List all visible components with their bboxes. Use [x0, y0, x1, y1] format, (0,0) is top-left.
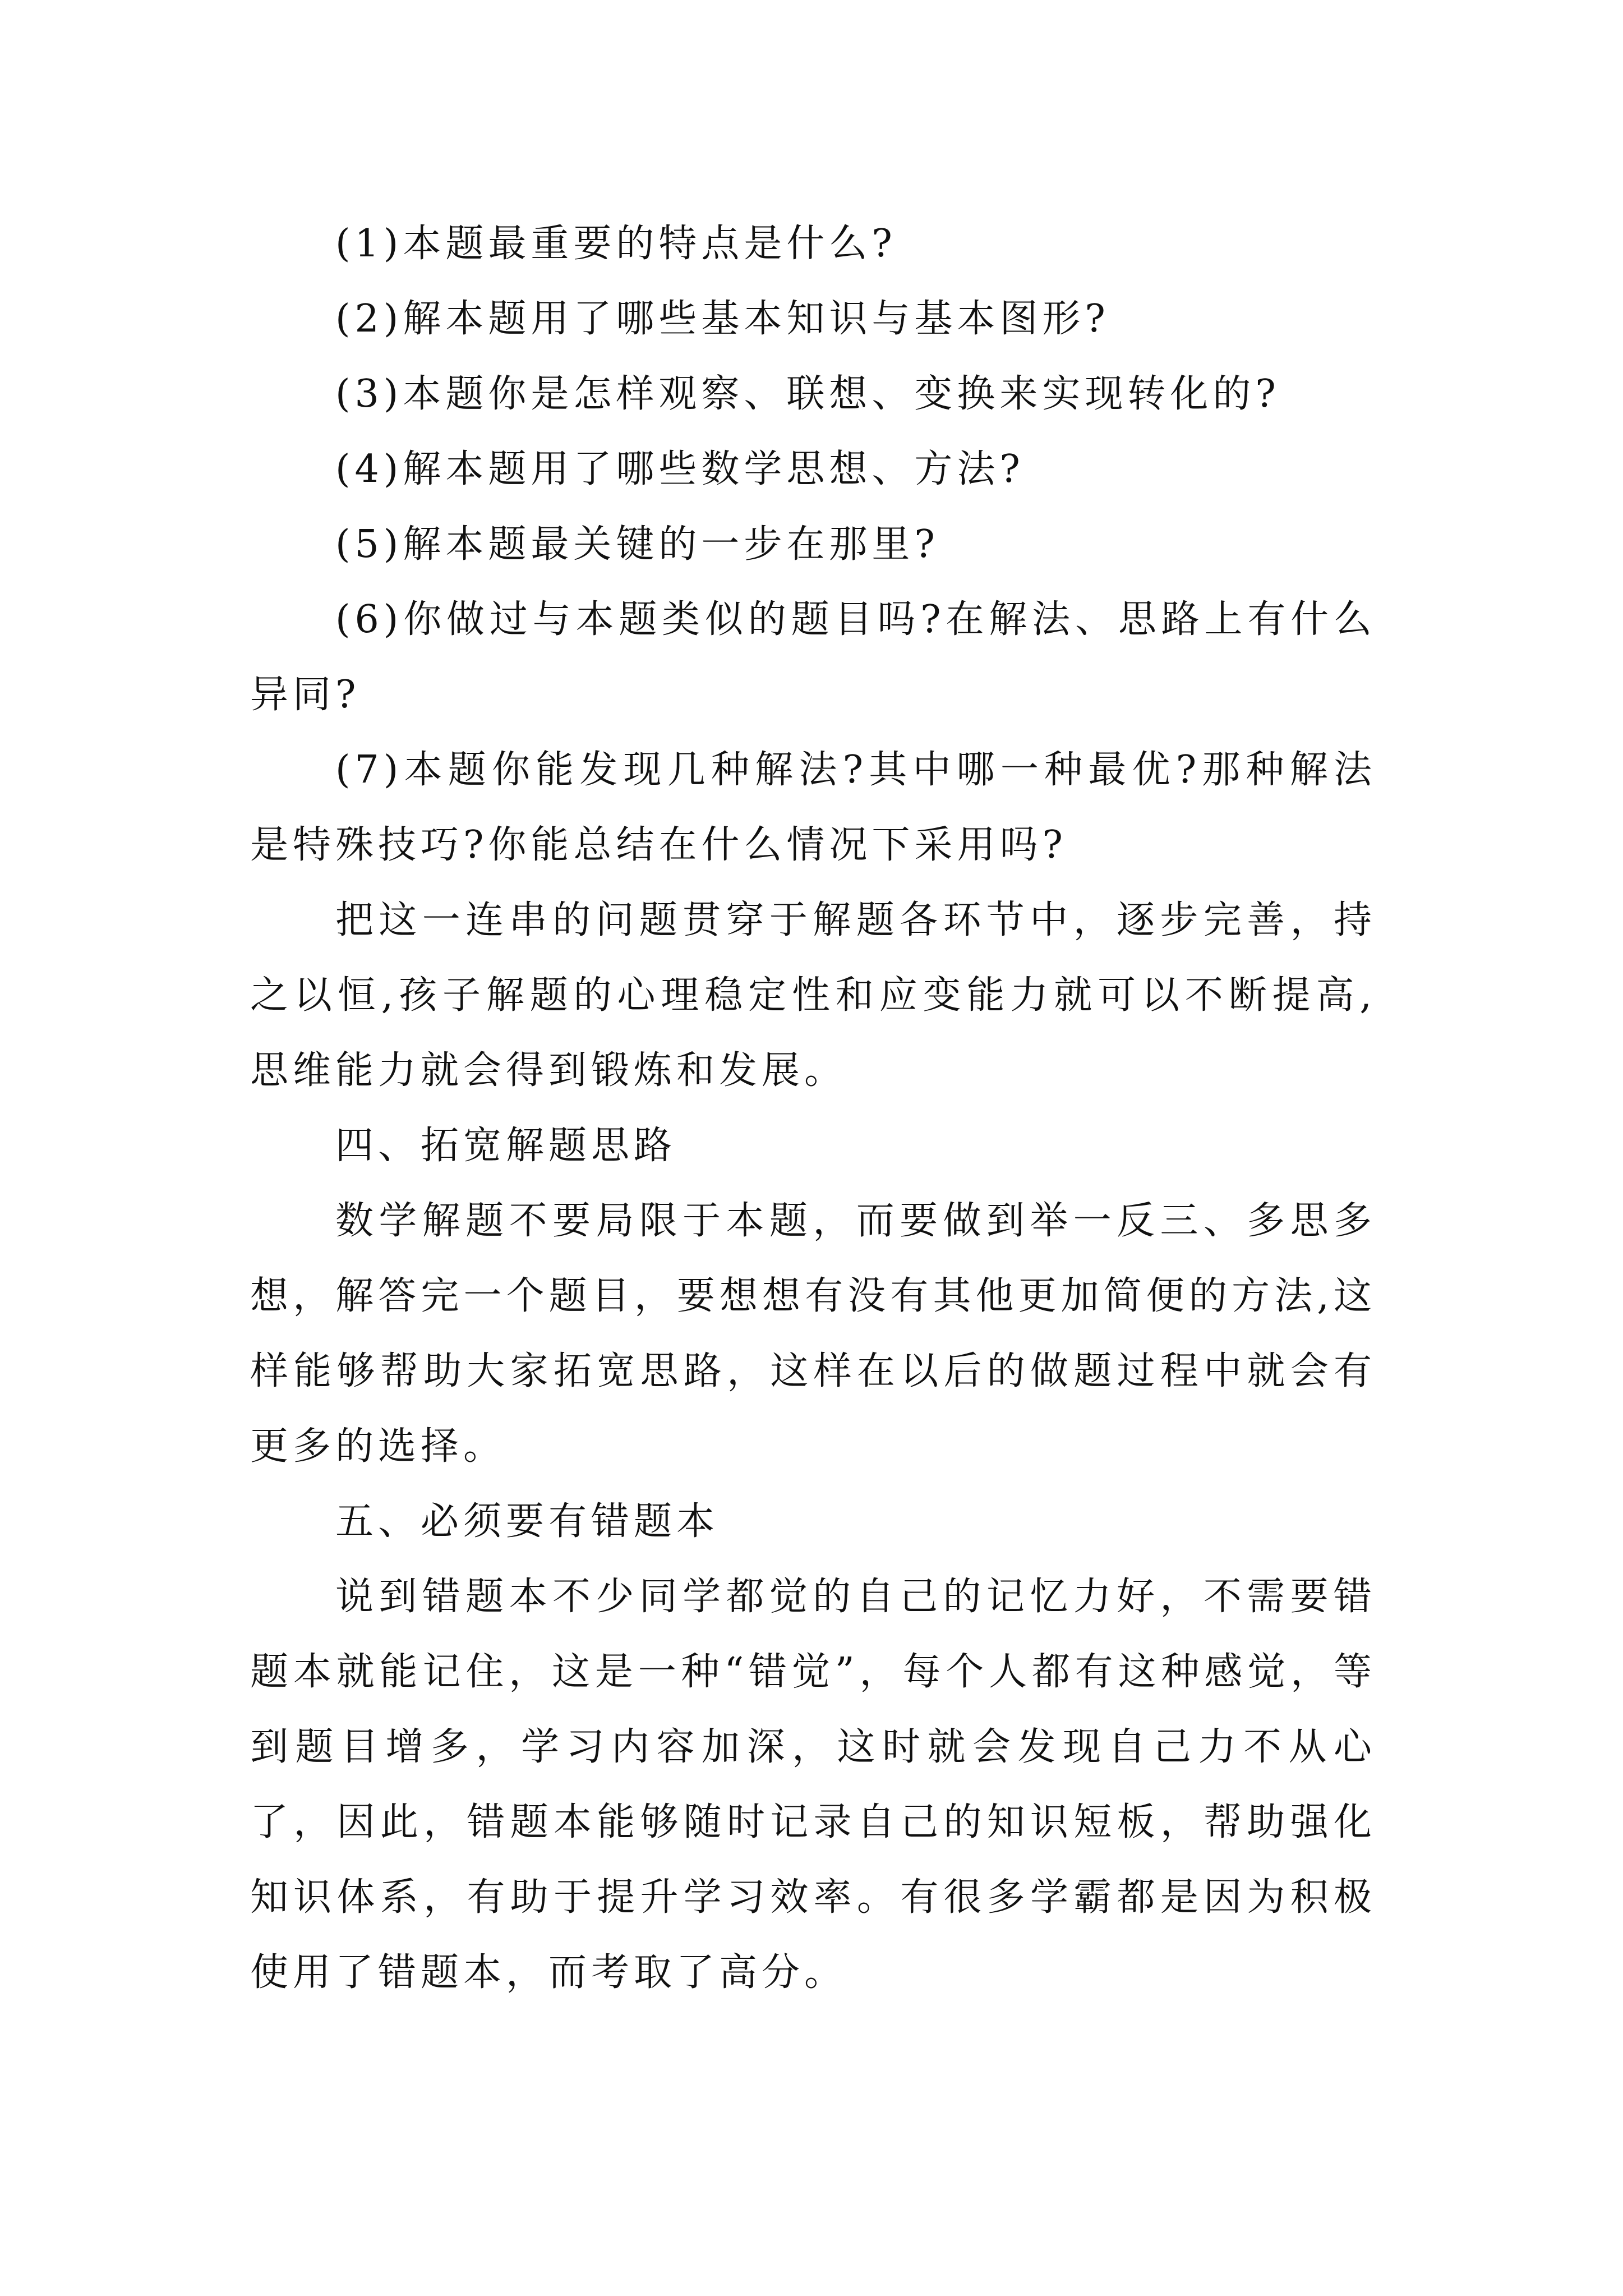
question-7: (7)本题你能发现几种解法?其中哪一种最优?那种解法是特殊技巧?你能总结在什么情况下采用吗?: [250, 748, 1376, 867]
summary-paragraph: 把这一连串的问题贯穿于解题各环节中，逐步完善，持之以恒,孩子解题的心理稳定性和应变能力就可以不断提高,思维能力就会得到锻炼和发展。: [250, 898, 1376, 1093]
question-3: (3)本题你是怎样观察、联想、变换来实现转化的?: [335, 372, 1280, 416]
question-2: (2)解本题用了哪些基本知识与基本图形?: [335, 297, 1110, 341]
document-body: [250, 206, 1376, 2010]
section-5-paragraph: 说到错题本不少同学都觉的自己的记忆力好，不需要错题本就能记住，这是一种“错觉”，每个人都有这种感觉，等到题目增多，学习内容加深，这时就会发现自己力不从心了，因此，错题本能够随时记录自己的知识短板，帮助强化知识体系，有助于提升学习效率。有很多学霸都是因为积极使用了错题本，而考取了高分。: [250, 1575, 1376, 1995]
question-4: (4)解本题用了哪些数学思想、方法?: [335, 447, 1025, 491]
section-5-heading: 五、必须要有错题本: [335, 1499, 720, 1544]
question-5: (5)解本题最关键的一步在那里?: [335, 522, 939, 567]
question-1: (1)本题最重要的特点是什么?: [335, 222, 897, 266]
section-4-heading: 四、拓宽解题思路: [335, 1124, 677, 1168]
section-4-paragraph: 数学解题不要局限于本题，而要做到举一反三、多思多想，解答完一个题目，要想想有没有其他更加简便的方法,这样能够帮助大家拓宽思路，这样在以后的做题过程中就会有更多的选择。: [250, 1199, 1376, 1469]
question-6: (6)你做过与本题类似的题目吗?在解法、思路上有什么异同?: [250, 597, 1376, 717]
